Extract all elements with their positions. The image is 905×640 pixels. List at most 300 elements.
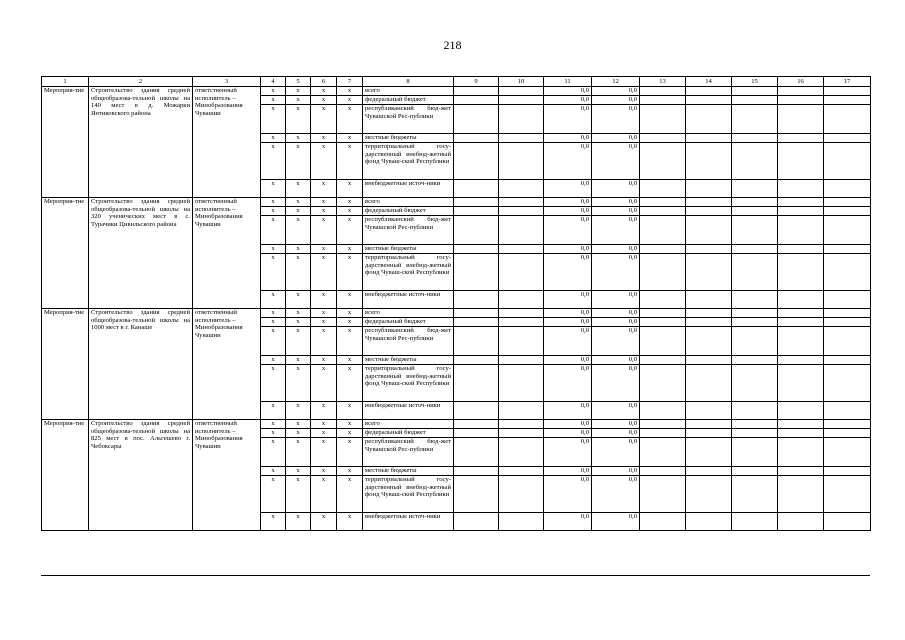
empty-cell-col-17 <box>824 105 871 134</box>
code-x-cell: x <box>286 476 311 513</box>
code-x-cell: x <box>337 291 363 309</box>
empty-cell-col-9 <box>454 467 499 476</box>
code-x-cell: x <box>261 429 286 438</box>
empty-cell-col-15 <box>732 134 778 143</box>
code-x-cell: x <box>261 318 286 327</box>
code-x-cell: x <box>337 309 363 318</box>
empty-cell-col-13 <box>640 143 686 180</box>
funding-source-cell: республиканский бюд-жет Чувашской Рес-публики <box>363 216 454 245</box>
value-cell-col-12: 0,0 <box>592 207 640 216</box>
empty-cell-col-15 <box>732 356 778 365</box>
empty-cell-col-9 <box>454 216 499 245</box>
empty-cell-col-13 <box>640 254 686 291</box>
empty-cell-col-17 <box>824 254 871 291</box>
value-cell-col-11: 0,0 <box>544 429 592 438</box>
empty-cell-col-17 <box>824 356 871 365</box>
empty-cell-col-10 <box>499 309 544 318</box>
empty-cell-col-17 <box>824 318 871 327</box>
value-cell-col-12: 0,0 <box>592 420 640 429</box>
empty-cell-col-17 <box>824 207 871 216</box>
code-x-cell: x <box>337 356 363 365</box>
value-cell-col-12: 0,0 <box>592 96 640 105</box>
empty-cell-col-14 <box>686 402 732 420</box>
empty-cell-col-9 <box>454 143 499 180</box>
code-x-cell: x <box>337 365 363 402</box>
funding-source-cell: внебюджетные источ-ники <box>363 402 454 420</box>
code-x-cell: x <box>261 216 286 245</box>
code-x-cell: x <box>286 309 311 318</box>
code-x-cell: x <box>337 476 363 513</box>
value-cell-col-12: 0,0 <box>592 356 640 365</box>
empty-cell-col-16 <box>778 207 824 216</box>
empty-cell-col-16 <box>778 420 824 429</box>
code-x-cell: x <box>337 513 363 531</box>
code-x-cell: x <box>337 180 363 198</box>
empty-cell-col-9 <box>454 429 499 438</box>
code-x-cell: x <box>311 291 337 309</box>
empty-cell-col-13 <box>640 87 686 96</box>
code-x-cell: x <box>286 318 311 327</box>
empty-cell-col-13 <box>640 180 686 198</box>
code-x-cell: x <box>261 365 286 402</box>
value-cell-col-11: 0,0 <box>544 420 592 429</box>
code-x-cell: x <box>337 87 363 96</box>
empty-cell-col-16 <box>778 291 824 309</box>
empty-cell-col-16 <box>778 438 824 467</box>
empty-cell-col-13 <box>640 438 686 467</box>
value-cell-col-12: 0,0 <box>592 216 640 245</box>
empty-cell-col-9 <box>454 105 499 134</box>
empty-cell-col-10 <box>499 216 544 245</box>
empty-cell-col-14 <box>686 438 732 467</box>
empty-cell-col-9 <box>454 245 499 254</box>
empty-cell-col-9 <box>454 180 499 198</box>
code-x-cell: x <box>286 291 311 309</box>
code-x-cell: x <box>311 216 337 245</box>
empty-cell-col-17 <box>824 291 871 309</box>
empty-cell-col-15 <box>732 309 778 318</box>
code-x-cell: x <box>286 134 311 143</box>
value-cell-col-12: 0,0 <box>592 467 640 476</box>
code-x-cell: x <box>286 245 311 254</box>
code-x-cell: x <box>311 420 337 429</box>
value-cell-col-11: 0,0 <box>544 467 592 476</box>
empty-cell-col-14 <box>686 198 732 207</box>
empty-cell-col-13 <box>640 291 686 309</box>
value-cell-col-11: 0,0 <box>544 309 592 318</box>
code-x-cell: x <box>261 402 286 420</box>
funding-source-cell: внебюджетные источ-ники <box>363 180 454 198</box>
code-x-cell: x <box>261 291 286 309</box>
empty-cell-col-16 <box>778 143 824 180</box>
empty-cell-col-14 <box>686 207 732 216</box>
value-cell-col-12: 0,0 <box>592 327 640 356</box>
value-cell-col-11: 0,0 <box>544 87 592 96</box>
empty-cell-col-15 <box>732 513 778 531</box>
funding-source-cell: местные бюджеты <box>363 467 454 476</box>
empty-cell-col-15 <box>732 429 778 438</box>
empty-cell-col-9 <box>454 513 499 531</box>
event-name-cell: Строительство здания средней общеобразова-тельной школы на 140 мест в д. Можарки Янтиковского района <box>89 87 193 198</box>
empty-cell-col-16 <box>778 429 824 438</box>
code-x-cell: x <box>286 467 311 476</box>
value-cell-col-11: 0,0 <box>544 356 592 365</box>
column-header-13: 13 <box>640 77 686 87</box>
empty-cell-col-16 <box>778 180 824 198</box>
value-cell-col-11: 0,0 <box>544 476 592 513</box>
empty-cell-col-10 <box>499 143 544 180</box>
empty-cell-col-14 <box>686 420 732 429</box>
code-x-cell: x <box>311 134 337 143</box>
empty-cell-col-13 <box>640 356 686 365</box>
empty-cell-col-15 <box>732 180 778 198</box>
code-x-cell: x <box>311 198 337 207</box>
code-x-cell: x <box>337 143 363 180</box>
value-cell-col-12: 0,0 <box>592 476 640 513</box>
empty-cell-col-9 <box>454 420 499 429</box>
code-x-cell: x <box>337 96 363 105</box>
code-x-cell: x <box>337 134 363 143</box>
code-x-cell: x <box>286 87 311 96</box>
empty-cell-col-14 <box>686 143 732 180</box>
value-cell-col-11: 0,0 <box>544 105 592 134</box>
code-x-cell: x <box>311 365 337 402</box>
empty-cell-col-9 <box>454 365 499 402</box>
page-number: 218 <box>443 38 462 52</box>
empty-cell-col-10 <box>499 245 544 254</box>
empty-cell-col-16 <box>778 327 824 356</box>
empty-cell-col-15 <box>732 143 778 180</box>
code-x-cell: x <box>286 327 311 356</box>
empty-cell-col-15 <box>732 402 778 420</box>
funding-source-cell: местные бюджеты <box>363 245 454 254</box>
empty-cell-col-14 <box>686 429 732 438</box>
empty-cell-col-13 <box>640 134 686 143</box>
empty-cell-col-13 <box>640 420 686 429</box>
column-header-17: 17 <box>824 77 871 87</box>
funding-source-cell: всего <box>363 420 454 429</box>
empty-cell-col-14 <box>686 365 732 402</box>
empty-cell-col-17 <box>824 429 871 438</box>
code-x-cell: x <box>261 254 286 291</box>
code-x-cell: x <box>311 143 337 180</box>
empty-cell-col-16 <box>778 467 824 476</box>
empty-cell-col-9 <box>454 254 499 291</box>
value-cell-col-11: 0,0 <box>544 245 592 254</box>
code-x-cell: x <box>286 513 311 531</box>
empty-cell-col-15 <box>732 216 778 245</box>
empty-cell-col-10 <box>499 513 544 531</box>
code-x-cell: x <box>286 254 311 291</box>
value-cell-col-11: 0,0 <box>544 318 592 327</box>
value-cell-col-12: 0,0 <box>592 318 640 327</box>
code-x-cell: x <box>261 96 286 105</box>
empty-cell-col-14 <box>686 318 732 327</box>
empty-cell-col-14 <box>686 180 732 198</box>
table-body <box>42 87 871 531</box>
executor-cell: ответственный исполнитель – Минобразования Чувашии <box>193 87 261 198</box>
empty-cell-col-15 <box>732 365 778 402</box>
empty-cell-col-10 <box>499 438 544 467</box>
empty-cell-col-9 <box>454 476 499 513</box>
empty-cell-col-17 <box>824 402 871 420</box>
empty-cell-col-10 <box>499 420 544 429</box>
empty-cell-col-14 <box>686 356 732 365</box>
code-x-cell: x <box>311 309 337 318</box>
empty-cell-col-10 <box>499 402 544 420</box>
empty-cell-col-10 <box>499 476 544 513</box>
empty-cell-col-9 <box>454 96 499 105</box>
funding-source-cell: территориальный госу-дарственный внебюд-жетный фонд Чуваш-ской Республики <box>363 254 454 291</box>
empty-cell-col-17 <box>824 420 871 429</box>
column-header-8: 8 <box>363 77 454 87</box>
empty-cell-col-16 <box>778 309 824 318</box>
empty-cell-col-15 <box>732 438 778 467</box>
code-x-cell: x <box>261 356 286 365</box>
empty-cell-col-13 <box>640 365 686 402</box>
empty-cell-col-9 <box>454 327 499 356</box>
funding-source-cell: внебюджетные источ-ники <box>363 513 454 531</box>
value-cell-col-11: 0,0 <box>544 365 592 402</box>
value-cell-col-12: 0,0 <box>592 134 640 143</box>
column-header-4: 4 <box>261 77 286 87</box>
event-name-cell: Строительство здания средней общеобразова-тельной школы на 825 мест в пос. Альгешево г. Чебоксары <box>89 420 193 531</box>
value-cell-col-12: 0,0 <box>592 513 640 531</box>
empty-cell-col-10 <box>499 105 544 134</box>
value-cell-col-11: 0,0 <box>544 216 592 245</box>
value-cell-col-12: 0,0 <box>592 438 640 467</box>
code-x-cell: x <box>337 105 363 134</box>
empty-cell-col-9 <box>454 87 499 96</box>
empty-cell-col-17 <box>824 467 871 476</box>
empty-cell-col-16 <box>778 318 824 327</box>
value-cell-col-11: 0,0 <box>544 180 592 198</box>
value-cell-col-11: 0,0 <box>544 207 592 216</box>
column-header-3: 3 <box>193 77 261 87</box>
column-header-2: 2 <box>89 77 193 87</box>
empty-cell-col-17 <box>824 476 871 513</box>
code-x-cell: x <box>261 420 286 429</box>
empty-cell-col-9 <box>454 207 499 216</box>
empty-cell-col-10 <box>499 254 544 291</box>
empty-cell-col-16 <box>778 105 824 134</box>
funding-source-cell: территориальный госу-дарственный внебюд-жетный фонд Чуваш-ской Республики <box>363 143 454 180</box>
code-x-cell: x <box>286 216 311 245</box>
empty-cell-col-16 <box>778 198 824 207</box>
empty-cell-col-17 <box>824 309 871 318</box>
column-header-6: 6 <box>311 77 337 87</box>
code-x-cell: x <box>337 420 363 429</box>
code-x-cell: x <box>311 513 337 531</box>
value-cell-col-11: 0,0 <box>544 513 592 531</box>
code-x-cell: x <box>261 513 286 531</box>
funding-source-cell: республиканский бюд-жет Чувашской Рес-публики <box>363 438 454 467</box>
empty-cell-col-16 <box>778 245 824 254</box>
empty-cell-col-15 <box>732 87 778 96</box>
empty-cell-col-17 <box>824 134 871 143</box>
empty-cell-col-14 <box>686 245 732 254</box>
value-cell-col-11: 0,0 <box>544 402 592 420</box>
value-cell-col-11: 0,0 <box>544 96 592 105</box>
code-x-cell: x <box>261 198 286 207</box>
empty-cell-col-16 <box>778 134 824 143</box>
empty-cell-col-13 <box>640 327 686 356</box>
value-cell-col-12: 0,0 <box>592 429 640 438</box>
empty-cell-col-10 <box>499 467 544 476</box>
empty-cell-col-10 <box>499 180 544 198</box>
column-header-16: 16 <box>778 77 824 87</box>
funding-source-cell: всего <box>363 87 454 96</box>
header-row <box>42 77 871 87</box>
empty-cell-col-13 <box>640 216 686 245</box>
value-cell-col-11: 0,0 <box>544 327 592 356</box>
executor-cell: ответственный исполнитель – Минобразования Чувашии <box>193 198 261 309</box>
empty-cell-col-15 <box>732 476 778 513</box>
code-x-cell: x <box>337 216 363 245</box>
empty-cell-col-10 <box>499 356 544 365</box>
funding-source-cell: федеральный бюджет <box>363 207 454 216</box>
value-cell-col-12: 0,0 <box>592 198 640 207</box>
column-header-15: 15 <box>732 77 778 87</box>
value-cell-col-12: 0,0 <box>592 402 640 420</box>
code-x-cell: x <box>286 402 311 420</box>
empty-cell-col-13 <box>640 207 686 216</box>
empty-cell-col-13 <box>640 105 686 134</box>
empty-cell-col-14 <box>686 254 732 291</box>
empty-cell-col-9 <box>454 438 499 467</box>
empty-cell-col-9 <box>454 356 499 365</box>
empty-cell-col-10 <box>499 365 544 402</box>
empty-cell-col-10 <box>499 318 544 327</box>
empty-cell-col-16 <box>778 87 824 96</box>
empty-cell-col-10 <box>499 207 544 216</box>
empty-cell-col-17 <box>824 245 871 254</box>
empty-cell-col-13 <box>640 476 686 513</box>
code-x-cell: x <box>286 420 311 429</box>
code-x-cell: x <box>261 438 286 467</box>
funding-source-cell: местные бюджеты <box>363 134 454 143</box>
code-x-cell: x <box>311 254 337 291</box>
empty-cell-col-15 <box>732 96 778 105</box>
event-type-cell: Мероприя-тие <box>42 198 89 309</box>
code-x-cell: x <box>311 402 337 420</box>
event-type-cell: Мероприя-тие <box>42 420 89 531</box>
value-cell-col-11: 0,0 <box>544 438 592 467</box>
code-x-cell: x <box>261 87 286 96</box>
value-cell-col-11: 0,0 <box>544 134 592 143</box>
value-cell-col-11: 0,0 <box>544 254 592 291</box>
empty-cell-col-14 <box>686 105 732 134</box>
empty-cell-col-9 <box>454 134 499 143</box>
empty-cell-col-16 <box>778 476 824 513</box>
empty-cell-col-14 <box>686 87 732 96</box>
code-x-cell: x <box>286 143 311 180</box>
empty-cell-col-16 <box>778 254 824 291</box>
empty-cell-col-16 <box>778 356 824 365</box>
empty-cell-col-9 <box>454 198 499 207</box>
code-x-cell: x <box>261 105 286 134</box>
empty-cell-col-13 <box>640 245 686 254</box>
code-x-cell: x <box>337 402 363 420</box>
funding-source-cell: федеральный бюджет <box>363 429 454 438</box>
empty-cell-col-13 <box>640 513 686 531</box>
code-x-cell: x <box>311 429 337 438</box>
empty-cell-col-9 <box>454 291 499 309</box>
empty-cell-col-15 <box>732 420 778 429</box>
empty-cell-col-9 <box>454 318 499 327</box>
empty-cell-col-14 <box>686 216 732 245</box>
value-cell-col-12: 0,0 <box>592 365 640 402</box>
code-x-cell: x <box>337 438 363 467</box>
code-x-cell: x <box>337 318 363 327</box>
code-x-cell: x <box>261 309 286 318</box>
value-cell-col-12: 0,0 <box>592 254 640 291</box>
program-table <box>41 76 871 531</box>
table-row <box>42 309 871 318</box>
code-x-cell: x <box>337 467 363 476</box>
empty-cell-col-17 <box>824 198 871 207</box>
code-x-cell: x <box>286 356 311 365</box>
event-name-cell: Строительство здания средней общеобразова-тельной школы на 320 ученических мест в с. Турачики Цивильского района <box>89 198 193 309</box>
code-x-cell: x <box>286 429 311 438</box>
empty-cell-col-17 <box>824 180 871 198</box>
empty-cell-col-10 <box>499 429 544 438</box>
empty-cell-col-14 <box>686 327 732 356</box>
column-header-11: 11 <box>544 77 592 87</box>
code-x-cell: x <box>261 134 286 143</box>
code-x-cell: x <box>311 356 337 365</box>
code-x-cell: x <box>311 476 337 513</box>
column-header-12: 12 <box>592 77 640 87</box>
code-x-cell: x <box>337 254 363 291</box>
empty-cell-col-15 <box>732 254 778 291</box>
empty-cell-col-9 <box>454 309 499 318</box>
event-type-cell: Мероприя-тие <box>42 87 89 198</box>
funding-source-cell: федеральный бюджет <box>363 96 454 105</box>
value-cell-col-12: 0,0 <box>592 309 640 318</box>
code-x-cell: x <box>261 180 286 198</box>
event-type-cell: Мероприя-тие <box>42 309 89 420</box>
column-header-7: 7 <box>337 77 363 87</box>
empty-cell-col-13 <box>640 467 686 476</box>
column-header-5: 5 <box>286 77 311 87</box>
empty-cell-col-17 <box>824 513 871 531</box>
code-x-cell: x <box>311 318 337 327</box>
funding-source-cell: федеральный бюджет <box>363 318 454 327</box>
empty-cell-col-17 <box>824 216 871 245</box>
value-cell-col-12: 0,0 <box>592 143 640 180</box>
funding-source-cell: местные бюджеты <box>363 356 454 365</box>
empty-cell-col-16 <box>778 365 824 402</box>
code-x-cell: x <box>311 327 337 356</box>
code-x-cell: x <box>261 467 286 476</box>
funding-source-cell: территориальный госу-дарственный внебюд-жетный фонд Чуваш-ской Республики <box>363 365 454 402</box>
code-x-cell: x <box>311 245 337 254</box>
funding-source-cell: внебюджетные источ-ники <box>363 291 454 309</box>
empty-cell-col-14 <box>686 476 732 513</box>
value-cell-col-11: 0,0 <box>544 291 592 309</box>
empty-cell-col-15 <box>732 207 778 216</box>
empty-cell-col-10 <box>499 198 544 207</box>
funding-source-cell: территориальный госу-дарственный внебюд-жетный фонд Чуваш-ской Республики <box>363 476 454 513</box>
funding-source-cell: всего <box>363 198 454 207</box>
funding-source-cell: республиканский бюд-жет Чувашской Рес-публики <box>363 105 454 134</box>
empty-cell-col-9 <box>454 402 499 420</box>
empty-cell-col-14 <box>686 513 732 531</box>
executor-cell: ответственный исполнитель – Минобразования Чувашии <box>193 309 261 420</box>
empty-cell-col-15 <box>732 318 778 327</box>
table-bottom-rule <box>41 575 870 576</box>
